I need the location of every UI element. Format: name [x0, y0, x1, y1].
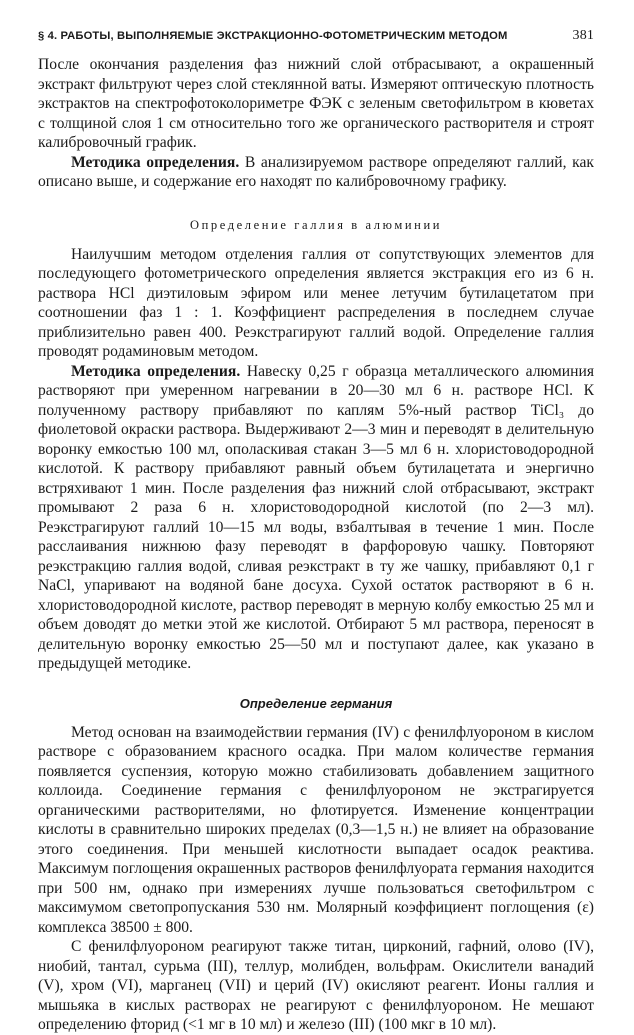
running-header: [38, 28, 594, 44]
method-text: В анализируемом растворе определяют галлий, как описано выше, и содержание его находят по калибровочному графику.: [38, 153, 594, 190]
gallium-method-text: Навеску 0,25 г образца металлического алюминия растворяют при умеренном нагревании в 20—30 мл 6 н. растворе HCl. К полученному раствору прибавляют по каплям 5%-ный раствор TiCl₃ до фиолетовой окраски раствора. Выдерживают 2—3 мин и переводят в делительную воронку емкостью 100 мл, ополаскивая стакан 3—5 мл 6 н. хлористоводородной кислотой. К раствору прибавляют равный объем бутилацетата и энергично встряхивают 1 мин. После разделения фаз нижний слой отбрасывают, экстракт промывают 2 раза 6 н. хлористоводородной кислотой (по 2—3 мл). Реэкстрагируют галлий 10—15 мл воды, взбалтывая в течение 1 мин. После расслаивания нижнюю фазу переводят в фарфоровую чашку. Повторяют реэкстракцию галлия водой, сливая реэкстракт в ту же чашку, прибавляют 0,1 г NaCl, упаривают на водяной бане досуха. Сухой остаток растворяют в 6 н. хлористоводородной кислоте, раствор переводят в мерную колбу емкостью 25 мл и объем доводят до метки этой же кислотой. Отбирают 5 мл раствора, переносят в делительную воронку емкостью 25—50 мл и поступают далее, как указано в предыдущей методике.: [38, 362, 594, 672]
germanium-heading: Определение германия: [239, 695, 393, 711]
gallium-method-lead: Методика определения.: [71, 362, 241, 380]
intro-paragraph: После окончания разделения фаз нижний слой отбрасывают, а окрашенный экстракт фильтруют через слой стеклянной ваты. Измеряют оптическую плотность экстрактов на спектрофотоколориметре ФЭК с зеленым светофильтром в кюветах с толщиной слоя 1 см относительно того же органического растворителя и строят калибровочный график.: [38, 56, 594, 151]
gallium-paragraph-1: Наилучшим методом отделения галлия от сопутствующих элементов для последующего фотометрического определения является экстракция его из 6 н. раствора HCl диэтиловым эфиром или менее летучим бутилацетатом при соотношении фаз 1 : 1. Коэффициент распределения в последнем случае приблизительно равен 400. Реэкстрагируют галлий водой. Определение галлия проводят родаминовым методом.: [38, 245, 594, 360]
method-paragraph: [38, 153, 594, 192]
section-title: § 4. РАБОТЫ, ВЫПОЛНЯЕМЫЕ ЭКСТРАКЦИОННО-ФОТОМЕТРИЧЕСКИМ МЕТОДОМ: [38, 30, 508, 42]
gallium-heading: Определение галлия в алюминии: [189, 217, 443, 232]
germanium-paragraph-2: С фенилфлуороном реагируют также титан, цирконий, гафний, олово (IV), ниобий, тантал, сурьма (III), теллур, молибден, вольфрам. Окислители ванадий (V), хром (VI), марганец (VII) и церий (IV) окисляют реагент. Ионы галлия и мышьяка в кислых растворах не реагируют с фенилфлуороном. Не мешают определению фторид (<1 мг в 10 мл) и железо (III) (100 мкг в 10 мл).: [38, 938, 594, 1033]
germanium-paragraph-1: Метод основан на взаимодействии германия (IV) с фенилфлуороном в кислом растворе с образованием красного осадка. При малом количестве германия появляется суспензия, которую можно стабилизовать добавлением защитного коллоида. Соединение германия с фенилфлуороном не экстрагируется органическими растворителями, но флотируется. Изменение концентрации кислоты в сравнительно широких пределах (0,3—1,5 н.) не влияет на образование этого соединения. При меньшей кислотности выпадает осадок реактива. Максимум поглощения окрашенных растворов фенилфлуората германия находится при 500 нм, однако при измерениях лучше пользоваться светофильтром с максимумом светопропускания 530 нм. Молярный коэффициент поглощения (ε) комплекса 38500 ± 800.: [38, 723, 594, 936]
page-number: 381: [572, 28, 594, 43]
gallium-method-paragraph: [38, 362, 594, 674]
method-lead: Методика определения.: [71, 153, 240, 171]
